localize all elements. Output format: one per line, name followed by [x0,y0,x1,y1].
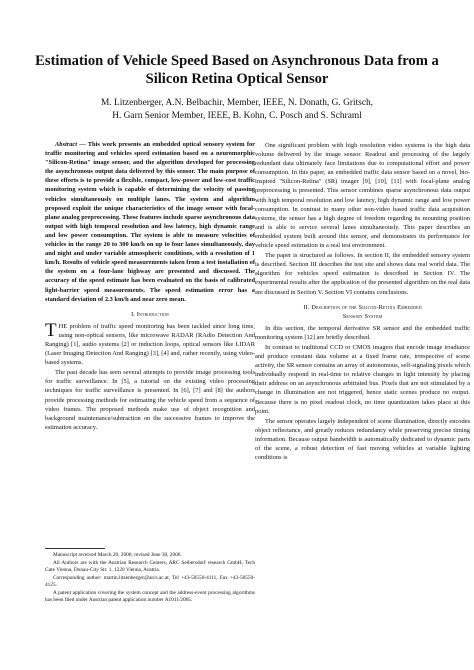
left-column [45,140,255,432]
author-block [30,97,444,122]
right-column [255,140,470,462]
section-2-heading-line-2: Sensory System [342,312,383,320]
intro-paragraph-4: The paper is structured as follows. In section II, the embedded sensory system is described. Section III describes the test site and shows data real world data. The algorithm for vehicles speed estimation is described in Section IV. The experimental results after the application of the presented algorithm on the real data are discussed in Section V. Section VI contains conclusions. [255,252,470,296]
abstract [45,140,255,304]
abstract-body: — This work presents an embedded optical sensory system for traffic monitoring and vehicles speed estimation based on a neuromorphic "Silicon-Retina" image sensor, and the algorithm developed for processing the asynchronous output data delivered by this sensor. The main purpose of these efforts is to provide a flexible, compact, low-power and low-cost traffic monitoring system which is capable of determining the velocity of passing vehicles simultaneously on multiple lanes. The system and algorithm proposed exploit the unique characteristics of the image sensor with focal-plane analog preprocessing. These features include sparse asynchronous data output with high temporal resolution and low latency, high dynamic range and low power consumption. The system is able to measure velocities of vehicles in the range 20 to 300 km/h on up to four lanes simultaneously, day and night and under variable atmospheric conditions, with a resolution of 1 km/h. Results of vehicle speed measurements taken from a test installation of the system on a four-lane highway are presented and discussed. The accuracy of the speed estimate has been evaluated on the basis of calibrated light-barrier speed measurements. The speed estimation error has a standard deviation of 2.3 km/h and near zero mean. [45,141,255,303]
section-2-paragraph-1: In this section, the temporal derivative SR sensor and the embedded traffic monitoring system [12] are briefly described. [255,324,470,341]
abstract-label: Abstract [55,141,78,148]
authors-line-1: M. Litzenberger, A.N. Belbachir, Member, IEEE, N. Donath, G. Gritsch, [100,98,374,108]
footnote-manuscript: Manuscript received March 20, 2006; revised June 30, 2006. [53,552,182,558]
footnote-correspondence: Corresponding author: martin.litzenberger@arcs.ac.at, Tel +43-50550-4111, Fax +43-50550-4125. [45,575,255,588]
footnote-affiliation: All Authors are with the Austrian Research Centers, ARC Seibersdorf research GmbH, Tech Gate Vienna, Donau-City Str. 1, 1220 Vienna, Austria. [45,560,255,573]
section-2-heading-line-1: II. Description of the Silicon-Retina Embedded [303,303,422,311]
footnote-patent: A patent application covering the system concept and the address-event processing algorithms has been filed under Austrian patent application number A1011/2005. [45,590,255,603]
section-2-paragraph-2: In contrast to traditional CCD or CMOS imagers that encode image irradiance and produce constant data volume at a fixed frame rate, irrespective of scene activity, the SR sensor contains an array of autonomous, self-signaling pixels which individually respond in real-time to relative changes in light intensity by placing their address on an asynchronous arbitrated bus. Pixels that are not stimulated by a change in illumination are not triggered, hence static scenes produce no output. Because there is no pixel readout clock, no time quantization takes place at this point. [255,343,470,415]
intro-paragraph-1 [45,319,255,367]
drop-cap: T [45,319,57,341]
intro-paragraph-2: The past decade has seen several attempts to provide image processing tools for traffic surveillance. In [5], a tutorial on the existing video processing techniques for traffic surveillance is presented. In [6], [7] and [8] the authors provide processing methods for estimating the vehicle speed from a sequence of video frames. The proposed methods make use of object recognition and background maintenance/subtraction on the successive frames to improve the estimation accuracy. [45,369,255,431]
intro-paragraph-3: One significant problem with high resolution video systems is the high data volume delivered by the image sensor. Readout and processing of the largely redundant data ultimately face limitations due to computational effort and power consumption. In this paper, an embedded traffic data sensor based on a novel, bio-inspired "Silicon-Retina" (SR) imager [9], [10], [11] with focal-plane analog preprocessing is presented. This sensor combines sparse asynchronous data output with high temporal resolution and low latency, high dynamic range and low power consumption. In contrast to many other non-video based traffic data acquisition systems, the sensor has a high degree of freedom regarding its mounting position and is able to service several lanes simultaneously. This paper describes an embedded system built around this sensor, and demonstrates its performance for vehicle speed estimation in a real test environment. [255,142,470,250]
footnote-rule [45,548,105,549]
footnotes [45,548,255,605]
section-2-paragraph-3: The sensor operates largely independent of scene illumination, directly encodes object reflectance, and greatly reduces redundancy while preserving precise timing information. Because output bandwidth is automatically dedicated to dynamic parts of the scene, a robust detection of fast moving vehicles at variable lighting conditions is [255,417,470,462]
paper-title: Estimation of Vehicle Speed Based on Asynchronous Data from a Silicon Retina Optical Sensor [35,53,439,87]
section-2-heading [255,303,470,321]
authors-line-2: H. Garn Senior Member, IEEE, B. Kohn, C. Posch and S. Schraml [112,110,362,121]
intro-paragraph-1-text: HE problem of traffic speed monitoring has been tackled since long time, using non-optical sensors, like microwave RADAR (RAdio Detection And Ranging) [1], audio systems [2] or induction loops, optical sensors like LIDAR (Laser Imaging Detection And Ranging) [3], [4] and, rather recently, using video-based systems. [45,322,255,367]
section-1-heading: I. Introduction [131,310,169,318]
